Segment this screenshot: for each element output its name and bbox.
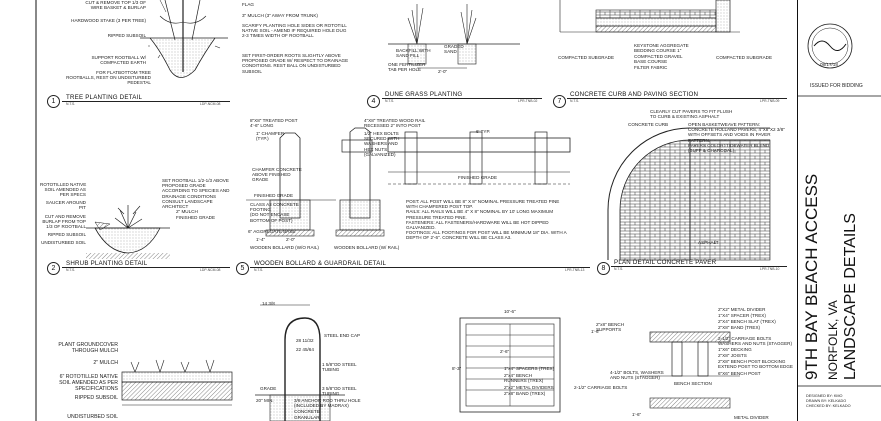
note-shrub-cut: CUT AND REMOVE BURLAP FROM TOP 1/3 OF ROOTBALL: [42, 214, 86, 230]
dim-rack-3: 22 45/64: [296, 347, 314, 352]
note-paver-cut: CLEARLY CUT PAVERS TO FIT FLUSH TO CURB & EXISTING ASPHALT: [650, 109, 733, 120]
detail-number-2: 2: [47, 262, 60, 275]
note-paving-filter: FILTER FABRIC: [634, 65, 668, 70]
note-bench-runners: 2"x4" BENCH RUNNERS (TREX): [504, 373, 544, 384]
detail-title-1: TREE PLANTING DETAIL: [66, 94, 143, 101]
dim-bollard-2-0: 2'-0": [286, 237, 296, 242]
note-tree-support: SUPPORT ROOTBALL W/ COMPACTED EARTH: [91, 55, 146, 66]
sheet-title-project: 9TH BAY BEACH ACCESS: [802, 173, 821, 380]
note-paving-bedding: KEYSTONE AGGREGATE BEDDING COURSE 1": [634, 43, 689, 54]
note-lower-mulch: 2" MULCH: [93, 360, 118, 366]
note-bollard-chamfer-concrete: CHAMFER CONCRETE ABOVE FINISHED GRADE: [252, 167, 302, 183]
detail-ref-8: LPR-TNB-10: [760, 267, 780, 271]
bench-plan-drawing: [460, 318, 560, 412]
detail-number-5: 5: [236, 262, 249, 275]
detail-rule-4: [382, 98, 542, 99]
detail-scale-8: N.T.S.: [614, 267, 624, 271]
note-tree-flag: FLAG: [242, 2, 254, 7]
note-r-band: 2"X8" BAND (TREX): [718, 325, 761, 330]
dim-bench-8-3: 8'-3": [452, 366, 462, 371]
shrub-planting-drawing: [86, 205, 170, 259]
note-lower-rototilled: 6" ROTOTILLED NATIVE SOIL AMENDED AS PER SPECIFICATIONS: [59, 374, 118, 392]
note-shrub-saucer: SAUCER AROUND PIT: [45, 200, 86, 211]
note-bollard-specs: POST: ALL POST WILL BE 8" X 8" NOMINAL PRESSURE TREATED PINE WITH CHAMFERED POST TOP. RAILS: ALL RAILS WILL BE 4" X 8" NOMINAL BY 10' LONG MAXIMUM PRESSURE TREATED PINE. FASTENERS: ALL FASTENERS/HARDWARE WILL BE HOT DIPPED GALVANIZED. FOOTINGS: ALL FOOTINGS FOR POST WILL BE MINIMUM 18" DIA. WITH A DEPTH OF 2'-6". CONCRETE WILL BE CLASS A3.: [406, 199, 567, 241]
detail-title-8: PLAN DETAIL CONCRETE PAVER: [614, 259, 717, 266]
note-bollard-finished-grade-2: FINISHED GRADE: [458, 175, 498, 180]
note-lower-groundcover: PLANT GROUNDCOVER THROUGH MULCH: [58, 342, 118, 354]
note-r-decking: 1"X6" DECKING: [718, 347, 752, 352]
note-rack-tubing: 1 5/8"OD STEEL TUBING: [322, 362, 357, 373]
note-shrub-finished-grade: FINISHED GRADE: [176, 215, 216, 220]
note-bollard-footing: CLASS A3 CONCRETE FOOTING (DO NOT ENCASE BOTTOM OF POST): [250, 202, 299, 223]
checked-by: CHECKED BY: KELKADO: [806, 404, 851, 408]
note-shrub-undisturbed: UNDISTURBED SOIL: [41, 240, 86, 245]
detail-scale-2: N.T.S.: [66, 268, 76, 272]
note-bench-band: 2"x8" BAND (TREX): [504, 391, 546, 396]
detail-ref-4: LPR-TNB-02: [518, 99, 538, 103]
note-bench-supports: 2"x8" BENCH SUPPORTS: [596, 322, 625, 333]
detail-title-7: CONCRETE CURB AND PAVING SECTION: [570, 91, 699, 98]
detail-title-2: SHRUB PLANTING DETAIL: [66, 260, 148, 267]
dim-bench-2-6: 2'-6": [500, 349, 510, 354]
note-r-spacer: 1"X4" SPACER (TREX): [718, 313, 766, 318]
dim-rack-2: 28 11/32: [296, 338, 314, 343]
detail-scale-4: N.T.S.: [385, 99, 395, 103]
note-tree-set-roots: SET FIRST-ORDER ROOTS SLIGHTLY ABOVE PROPOSED GRADE W/ RESPECT TO DRAINAGE CONDITIONS. REST BALL ON UNDISTURBED SUBSOIL: [242, 53, 349, 74]
title-block: [797, 0, 881, 421]
note-bollard-chamfer: 1" CHAMFER (TYP.): [256, 131, 285, 142]
groundcover-drawing: [122, 360, 232, 405]
note-rack-concrete: CONCRETE: [294, 409, 320, 414]
note-bench-spacers: 1"x4" SPACERS (TREX): [504, 366, 555, 371]
detail-scale-5: N.T.S.: [254, 268, 264, 272]
dim-bench-10-6: 10'-6": [504, 309, 516, 314]
note-rack-anchor: 3/8 ANCHOR ROD THRU HOLE (INCLUDED BY MADRAX): [294, 398, 361, 409]
note-r-divider: 2"X2" METAL DIVIDER: [718, 307, 766, 312]
detail-scale-7: N.T.S.: [570, 99, 580, 103]
note-bollard-post: 8"X8" TREATED POST 4'-6" LONG: [250, 118, 298, 129]
note-bench-carriage: 2-1/2" CARRIAGE BOLTS: [574, 385, 628, 390]
detail-ref-5: LPR-TNB-13: [565, 268, 585, 272]
note-lower-undisturbed: UNDISTURBED SOIL: [67, 414, 118, 420]
detail-ref-1: LDP-NCM-08: [200, 102, 221, 106]
note-bench-bolts: 4-1/2" BOLTS, WASHERS AND NUTS (STAGGER): [610, 370, 664, 381]
note-paving-subgrade-2: COMPACTED SUBGRADE: [716, 55, 773, 60]
detail-ref-7: LPR-TNB-09: [760, 99, 780, 103]
note-bollard-hex-bolts: 1/2" HEX BOLTS SECURED WITH WASHERS AND HEX NUTS (GALVANIZED): [364, 131, 400, 157]
note-r-slat: 2"X4" BENCH SLAT (TREX): [718, 319, 776, 324]
note-r-metal-divider: METAL DIVIDER: [734, 415, 769, 420]
drawn-by: DRAWN BY: KELKADO: [806, 399, 847, 403]
sheet-title-location: NORFOLK, VA: [826, 300, 840, 380]
note-tree-ripped: RIPPED SUBSOIL: [107, 33, 146, 38]
note-bollard-aggregate: 6" AGGREGATE BASE: [248, 229, 296, 234]
tree-planting-drawing: [140, 0, 228, 78]
paving-section-drawing: [560, 0, 740, 32]
note-paving-gravel: COMPACTED GRAVEL BASE COURSE: [634, 54, 683, 65]
note-r-blocking: 2"X8" BENCH POST BLOCKING EXTEND POST TO BOTTOM EDGE: [718, 359, 793, 370]
note-shrub-rototilled: ROTOTILLED NATIVE SOIL AMENDED AS PER SPECS: [40, 182, 87, 198]
dim-bench-1-6b: 1'-6": [632, 412, 642, 417]
note-rack-grade: GRADE: [260, 386, 277, 391]
note-r-joists: 2"X8" JOISTS: [718, 353, 747, 358]
note-bollard-finished-grade: FINISHED GRADE: [254, 193, 294, 198]
dim-rack-4: 20" MIN.: [256, 398, 274, 403]
note-lower-ripped: RIPPED SUBSOIL: [74, 395, 118, 401]
note-dune-fertilizer: ONE FERTILIZER TAB PER HOLE: [388, 62, 426, 73]
note-shrub-set-rootball: SET ROOTBALL 1/2-1/3 ABOVE PROPOSED GRADE ACCORDING TO SPECIES AND DRAINAGE CONDITIONS CONSULT LANDSCAPE ARCHITECT: [162, 178, 230, 210]
dim-bench-1-6: 1'-6": [591, 329, 601, 334]
caption-bench-section: BENCH SECTION: [674, 381, 712, 386]
dim-bollard-1-4: 1'-4": [256, 237, 266, 242]
note-paver-curb: CONCRETE CURB: [628, 122, 669, 127]
designed-by: DESIGNED BY: KMO: [806, 394, 843, 398]
note-paver-pattern: OPEN BASKETWEAVE PATTERN: CONCRETE HOLLAND PAVERS, 4"X8"X2 3/8" WITH OFFSETS AND VOIDS IN PAVER PATTERN. PAVERS COLOR: TIDEWATER BLEND (BUFF & CHARCOAL): [688, 122, 785, 154]
detail-number-7: 7: [553, 95, 566, 108]
caption-bollard-no-rail: WOODEN BOLLARD (W/O RAIL): [250, 245, 319, 250]
note-dune-dim: 2'-0": [438, 69, 448, 74]
note-dune-backfill: BACKFILL WITH SAND FILL: [396, 48, 431, 59]
note-dune-graded-sand: GRADED SAND: [444, 44, 464, 55]
note-tree-stake: HARDWOOD STAKE (3 PER TREE): [71, 18, 146, 23]
detail-scale-1: N.T.S.: [66, 102, 76, 106]
note-r-post: 6"X6" BENCH POST: [718, 371, 761, 376]
detail-title-5: WOODEN BOLLARD & GUARDRAIL DETAIL: [254, 260, 387, 267]
detail-number-4: 4: [367, 95, 380, 108]
detail-number-1: 1: [47, 95, 60, 108]
note-shrub-mulch: 2" MULCH: [176, 209, 198, 214]
detail-number-8: 8: [597, 262, 610, 275]
note-tree-scarify: SCARIFY PLANTING HOLE SIDES OR ROTOTILL NATIVE SOIL - AMEND IF REQUIRED HOLE DUG 2-3 TIMES WIDTH OF ROOTBALL: [242, 23, 347, 39]
note-rack-tubing-2: 3 5/8"OD STEEL TUBING: [322, 386, 357, 397]
note-bollard-rail: 4"X8" TREATED WOOD RAIL RECESSED 2" INTO POST: [364, 118, 426, 129]
sheet-title-name: LANDSCAPE DETAILS: [842, 213, 859, 380]
detail-title-4: DUNE GRASS PLANTING: [385, 91, 463, 98]
note-shrub-ripped: RIPPED SUBSOIL: [47, 232, 86, 237]
detail-rule-7: [567, 98, 787, 99]
note-tree-mulch: 3" MULCH (3" AWAY FROM TRUNK): [242, 13, 318, 18]
note-bench-metal-dividers: 2"x2" METAL DIVIDERS: [504, 385, 554, 390]
note-r-carriage: 2-1/2" CARRIAGE BOLTS WASHERS AND NUTS (STAGGER): [718, 336, 793, 347]
detail-rule-8: [611, 266, 787, 267]
detail-rule-2: [62, 267, 230, 268]
detail-ref-2: LDP-NCM-08: [200, 268, 221, 272]
note-tree-cut-remove: CUT & REMOVE TOP 1/3 OF WIRE BASKET & BURLAP: [85, 0, 146, 11]
note-bollard-typ: 6' TYP.: [476, 129, 491, 134]
seal-date: 08/17/18: [820, 62, 838, 67]
detail-rule-1: [62, 101, 230, 102]
caption-bollard-rail: WOODEN BOLLARD (W/ RAIL): [334, 245, 400, 250]
note-rack-granular: GRANULAR: [294, 415, 320, 420]
note-paver-asphalt: ASPHALT: [698, 240, 719, 245]
issued-label: ISSUED FOR BIDDING: [810, 83, 863, 89]
note-tree-flatbottom: FOR FLATBOTTOM TREE ROOTBALLS, REST ON UNDISTURBED PEDESTAL: [66, 70, 151, 86]
note-paving-subgrade: COMPACTED SUBGRADE: [558, 55, 615, 60]
detail-rule-5: [250, 267, 590, 268]
note-rack-cap: STEEL END CAP: [324, 333, 361, 338]
dim-rack-1: 14 3/8: [262, 301, 275, 306]
